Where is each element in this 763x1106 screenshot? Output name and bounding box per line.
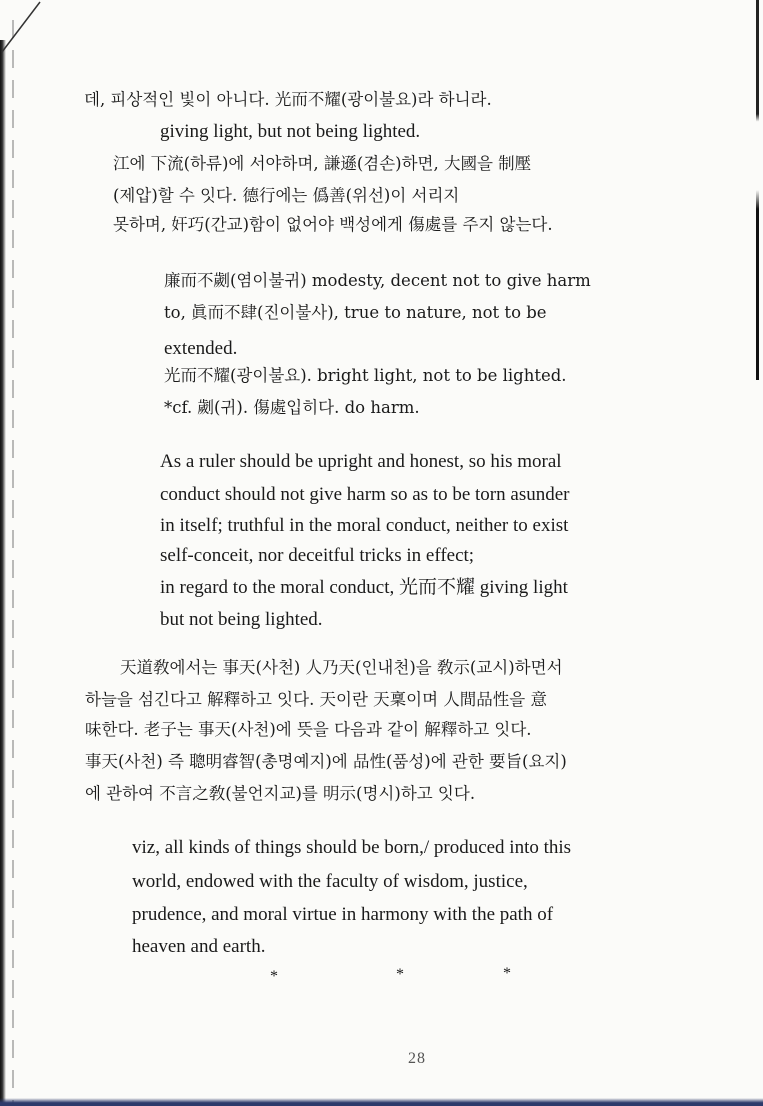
- separator-asterisk: *: [270, 968, 278, 985]
- text-line: 데, 피상적인 빛이 아니다. 光而不耀(광이불요)라 하니라.: [84, 90, 492, 109]
- text-line: but not being lighted.: [160, 609, 323, 630]
- text-line: 廉而不劌(염이불귀) modesty, decent not to give harm: [164, 271, 591, 290]
- text-line: 事天(사천) 즉 聰明睿智(총명예지)에 品性(품성)에 관한 要旨(요지): [85, 752, 567, 771]
- text-line: to, 眞而不肆(진이불사), true to nature, not to be: [164, 303, 547, 322]
- text-line: *cf. 劌(귀). 傷處입히다. do harm.: [164, 398, 420, 417]
- text-line: 天道敎에서는 事天(사천) 人乃天(인내천)을 敎示(교시)하면서: [120, 658, 563, 677]
- text-line: extended.: [164, 338, 238, 359]
- text-line: 江에 下流(하류)에 서야하며, 謙遜(겸손)하면, 大國을 制壓: [113, 154, 532, 173]
- text-line: As a ruler should be upright and honest, so his moral: [160, 451, 562, 472]
- text-line: prudence, and moral virtue in harmony with the path of: [132, 904, 554, 925]
- text-line: 하늘을 섬긴다고 解釋하고 잇다. 天이란 天稟이며 人間品性을 意: [85, 690, 547, 709]
- text-line: in itself; truthful in the moral conduct, neither to exist: [160, 515, 569, 536]
- text-line: 에 관하여 不言之敎(불언지교)를 明示(명시)하고 잇다.: [85, 784, 476, 803]
- text-line: world, endowed with the faculty of wisdom, justice,: [132, 871, 528, 892]
- text-line: (제압)할 수 잇다. 德行에는 僞善(위선)이 서리지: [113, 186, 460, 205]
- text-line: viz, all kinds of things should be born,/ produced into this: [132, 837, 572, 858]
- scan-left-edge: [0, 40, 6, 1106]
- page-number: 28: [408, 1050, 426, 1067]
- text-line: self-conceit, nor deceitful tricks in effect;: [160, 545, 475, 566]
- text-line: conduct should not give harm so as to be torn asunder: [160, 484, 570, 505]
- scan-right-edge: [756, 0, 759, 380]
- separator-asterisk: *: [396, 966, 404, 983]
- text-line: heaven and earth.: [132, 936, 266, 957]
- text-line: giving light, but not being lighted.: [160, 121, 421, 142]
- text-line: 光而不耀(광이불요). bright light, not to be lighted.: [164, 366, 567, 385]
- scan-corner-mark: [0, 0, 60, 60]
- text-line: in regard to the moral conduct, 光而不耀 giving light: [160, 577, 568, 598]
- text-line: 못하며, 奸巧(간교)함이 없어야 백성에게 傷處를 주지 않는다.: [113, 215, 553, 234]
- separator-asterisk: *: [503, 965, 511, 982]
- text-line: 味한다. 老子는 事天(사천)에 뜻을 다음과 같이 解釋하고 잇다.: [85, 720, 532, 739]
- scan-left-gutter: [12, 20, 14, 1106]
- scan-bottom-edge: [0, 1098, 763, 1106]
